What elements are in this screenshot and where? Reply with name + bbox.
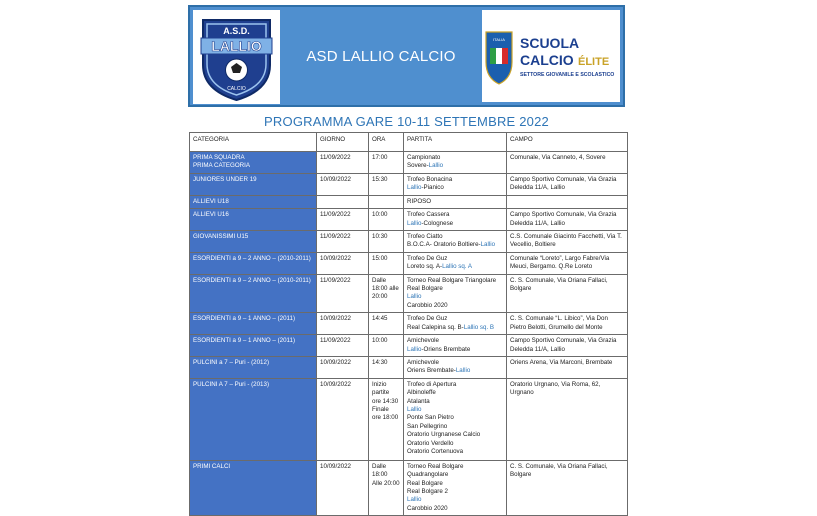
match-line	[407, 255, 503, 263]
match-text: Trofeo di Apertura	[407, 380, 457, 388]
match-line	[407, 315, 503, 323]
match-line	[407, 480, 503, 488]
match-line	[407, 324, 503, 332]
cell-categoria-text: ALLIEVI U18	[193, 197, 229, 205]
cell-giorno	[317, 209, 369, 231]
cell-categoria	[190, 252, 317, 274]
cell-categoria-text: PULCINI A 7 – Puri - (2013)	[193, 380, 270, 388]
match-text: Carobbio 2020	[407, 301, 448, 309]
match-text: Albinoleffe	[407, 389, 436, 397]
cell-campo	[507, 195, 628, 208]
club-title: ASD LALLIO CALCIO	[306, 47, 456, 65]
cell-categoria	[190, 195, 317, 208]
match-text: Torneo Real Bolgare	[407, 462, 464, 470]
cell-categoria	[190, 274, 317, 313]
cell-giorno	[317, 460, 369, 515]
table-row	[190, 231, 628, 253]
cell-partita	[404, 356, 507, 378]
cell-ora-text: Dalle 18:00 alle 20:00	[372, 276, 399, 301]
match-text-suffix: -Oriens Brembate	[421, 345, 471, 353]
cell-categoria-text: ESORDIENTI a 9 – 1 ANNO – (2011)	[193, 315, 296, 323]
cell-campo	[507, 356, 628, 378]
team-lallio: Lallio	[407, 184, 422, 192]
table-row	[190, 460, 628, 515]
match-text: Oratorio Verdello	[407, 439, 454, 447]
match-line	[407, 359, 503, 367]
table-row	[190, 356, 628, 378]
match-text: Trofeo Ciatto	[407, 233, 443, 241]
cell-campo-text: C. S. Comunale, Via Oriana Fallaci, Bolgare	[510, 462, 608, 479]
cell-campo-text: Campo Sportivo Comunale, Via Grazia Deledda 11/A, Lallio	[510, 176, 617, 192]
cell-categoria	[190, 152, 317, 174]
match-line	[407, 448, 503, 456]
match-text: San Pellegrino	[407, 422, 448, 430]
cell-campo-text: Campo Sportivo Comunale, Via Grazia Deledda 11/A, Lallio	[510, 337, 617, 353]
column-header-categoria: CATEGORIA	[190, 133, 317, 152]
cell-partita	[404, 313, 507, 335]
logo-line1: SCUOLA	[520, 35, 580, 51]
match-text: Trofeo Cassera	[407, 211, 450, 219]
table-row	[190, 195, 628, 208]
table-row	[190, 252, 628, 274]
match-line	[407, 263, 503, 271]
match-line	[407, 496, 503, 504]
team-lallio: Lallio sq. A	[442, 263, 473, 271]
match-line	[407, 423, 503, 431]
team-lallio: Lallio	[407, 405, 422, 413]
cell-campo-text: Oriens Arena, Via Marconi, Brembate	[510, 358, 613, 366]
match-text: Ponte San Pietro	[407, 414, 454, 422]
match-text: Oratorio Cortenuova	[407, 447, 464, 455]
match-line	[407, 463, 503, 471]
cell-giorno-text: 11/09/2022	[320, 233, 351, 241]
cell-ora	[369, 460, 404, 515]
cell-partita	[404, 378, 507, 460]
table-row	[190, 274, 628, 313]
team-lallio: Lallio	[428, 162, 444, 170]
cell-giorno	[317, 231, 369, 253]
match-text: Loreto sq. A-	[407, 263, 443, 271]
table-row	[190, 209, 628, 231]
cell-categoria-text: ESORDIENTI a 9 – 1 ANNO – (2011)	[193, 337, 296, 345]
match-line	[407, 414, 503, 422]
cell-campo-text: C.S. Comunale Giacinto Facchetti, Via T. Vecellio, Boltiere	[510, 233, 622, 249]
match-text: Real Bolgare	[407, 285, 443, 293]
match-text-suffix: -Colognese	[421, 219, 454, 227]
team-lallio: Lallio	[455, 367, 471, 375]
cell-ora	[369, 231, 404, 253]
match-line	[407, 198, 503, 206]
cell-campo-text: C. S. Comunale “L. Libico”, Via Don Pietro Belotti, Grumello del Monte	[510, 315, 608, 331]
match-text: Quadrangolare	[407, 471, 449, 479]
team-lallio: Lallio	[407, 219, 422, 227]
match-text: Carobbio 2020	[407, 504, 448, 512]
match-text: Real Bolgare 2	[407, 487, 448, 495]
match-text: RIPOSO	[407, 197, 432, 205]
cell-ora-text: 14:45	[372, 315, 388, 323]
match-text: Trofeo Bonacina	[407, 176, 453, 183]
column-header-partita: PARTITA	[404, 133, 507, 152]
match-line	[407, 176, 503, 184]
match-line	[407, 431, 503, 439]
cell-ora	[369, 209, 404, 231]
match-text: Real Bolgare	[407, 479, 443, 487]
table-body	[190, 152, 628, 516]
cell-partita	[404, 152, 507, 174]
match-line	[407, 471, 503, 479]
match-text: Trofeo De Guz	[407, 315, 448, 323]
page-title: PROGRAMMA GARE 10-11 SETTEMBRE 2022	[264, 114, 549, 129]
match-text: Campionato	[407, 154, 441, 161]
cell-ora	[369, 252, 404, 274]
cell-partita	[404, 335, 507, 357]
match-text-suffix: -Pianico	[421, 184, 444, 192]
cell-giorno	[317, 252, 369, 274]
team-lallio: Lallio	[480, 241, 496, 249]
cell-categoria-text: JUNIORES UNDER 19	[193, 176, 257, 183]
cell-campo-text: Campo Sportivo Comunale, Via Grazia Deledda 11/A, Lallio	[510, 211, 617, 227]
cell-partita	[404, 174, 507, 196]
match-text: Trofeo De Guz	[407, 254, 448, 262]
column-header-ora: ORA	[369, 133, 404, 152]
cell-giorno	[317, 378, 369, 460]
cell-categoria	[190, 313, 317, 335]
match-line	[407, 398, 503, 406]
club-logo	[193, 10, 280, 104]
team-lallio: Lallio	[407, 293, 422, 301]
match-line	[407, 381, 503, 389]
schedule-table	[189, 132, 628, 516]
cell-giorno-text: 11/09/2022	[320, 211, 351, 219]
logo-line2: CALCIO	[520, 52, 574, 68]
match-line	[407, 285, 503, 293]
cell-campo	[507, 313, 628, 335]
match-line	[407, 337, 503, 345]
cell-partita	[404, 209, 507, 231]
cell-categoria	[190, 335, 317, 357]
header-banner	[188, 5, 625, 107]
cell-giorno-text: 10/09/2022	[320, 315, 351, 323]
cell-giorno	[317, 174, 369, 196]
match-text: Oriens Brembate-	[407, 367, 456, 375]
cell-ora	[369, 274, 404, 313]
cell-giorno	[317, 313, 369, 335]
cell-giorno-text: 10/09/2022	[320, 380, 351, 388]
cell-giorno-text: 11/09/2022	[320, 276, 351, 284]
match-text: Sovere-	[407, 162, 429, 170]
logo-main-text: LALLIO	[211, 38, 262, 54]
cell-giorno-text: 10/09/2022	[320, 254, 351, 262]
match-line	[407, 302, 503, 310]
cell-ora-text: 17:00	[372, 154, 388, 161]
match-line	[407, 389, 503, 397]
cell-campo	[507, 252, 628, 274]
match-line	[407, 154, 503, 162]
cell-categoria-text: PULCINI a 7 – Puri - (2012)	[193, 358, 269, 366]
cell-categoria	[190, 174, 317, 196]
cell-ora-text: 10:00	[372, 337, 388, 345]
cell-campo	[507, 335, 628, 357]
cell-giorno	[317, 152, 369, 174]
cell-categoria-text: GIOVANISSIMI U15	[193, 233, 249, 241]
cell-ora-text: 15:00	[372, 254, 388, 262]
table-row	[190, 378, 628, 460]
cell-categoria-text: ESORDIENTI a 9 – 2 ANNO – (2010-2011)	[193, 276, 311, 284]
match-line	[407, 277, 503, 285]
team-lallio: Lallio sq. B	[463, 323, 495, 331]
match-line	[407, 233, 503, 241]
column-header-giorno: GIORNO	[317, 133, 369, 152]
logo-line2-accent: ÉLITE	[578, 56, 610, 68]
logo-badge-text: ITALIA	[493, 37, 505, 42]
cell-ora-text: Inizio partite ore 14:30 Finale ore 18:00	[372, 380, 399, 422]
cell-ora	[369, 335, 404, 357]
column-header-campo: CAMPO	[507, 133, 628, 152]
cell-campo-text: Comunale “Loreto”, Largo Fabre/Via Meuci, Bergamo. Q.Re Loreto	[510, 254, 610, 271]
match-line	[407, 440, 503, 448]
cell-campo	[507, 231, 628, 253]
match-line	[407, 162, 503, 170]
cell-campo-text: C. S. Comunale, Via Oriana Fallaci, Bolgare	[510, 276, 608, 293]
match-line	[407, 241, 503, 249]
table-row	[190, 152, 628, 174]
match-text: Torneo Real Bolgare Triangolare	[407, 276, 497, 284]
cell-categoria-text: PRIMA SQUADRA PRIMA CATEGORIA	[193, 154, 250, 170]
match-text: Amichevole	[407, 358, 439, 366]
logo-line3: SETTORE GIOVANILE E SCOLASTICO	[520, 72, 615, 78]
match-line	[407, 346, 503, 354]
match-text: Oratorio Urgnanese Calcio	[407, 431, 481, 439]
match-line	[407, 211, 503, 219]
cell-campo	[507, 174, 628, 196]
match-text: Atalanta	[407, 397, 430, 405]
cell-giorno	[317, 274, 369, 313]
cell-campo	[507, 274, 628, 313]
cell-giorno-text: 10/09/2022	[320, 358, 351, 366]
match-line	[407, 488, 503, 496]
table-header-row	[190, 133, 628, 152]
team-lallio: Lallio	[407, 345, 422, 353]
cell-partita	[404, 274, 507, 313]
cell-ora-text: Dalle 18:00 Alle 20:00	[372, 462, 400, 487]
cell-campo-text: Oratorio Urgnano, Via Roma, 62, Urgnano	[510, 380, 601, 397]
cell-giorno-text: 11/09/2022	[320, 337, 351, 345]
cell-partita	[404, 231, 507, 253]
cell-giorno-text: 10/09/2022	[320, 176, 351, 183]
cell-campo	[507, 152, 628, 174]
match-line	[407, 220, 503, 228]
match-line	[407, 406, 503, 414]
team-lallio: Lallio	[407, 496, 422, 504]
cell-ora-text: 10:30	[372, 233, 388, 241]
cell-ora	[369, 152, 404, 174]
match-text: Amichevole	[407, 337, 439, 345]
logo-top-text: A.S.D.	[223, 26, 250, 36]
cell-giorno	[317, 335, 369, 357]
cell-ora	[369, 356, 404, 378]
cell-categoria-text: ALLIEVI U16	[193, 211, 229, 219]
table-row	[190, 313, 628, 335]
match-text: B.O.C.A- Oratorio Boltiere-	[407, 241, 481, 249]
table-row	[190, 335, 628, 357]
cell-categoria	[190, 231, 317, 253]
cell-ora	[369, 174, 404, 196]
cell-giorno-text: 11/09/2022	[320, 154, 351, 161]
cell-ora	[369, 378, 404, 460]
cell-ora-text: 14:30	[372, 358, 388, 366]
cell-campo	[507, 460, 628, 515]
cell-categoria	[190, 378, 317, 460]
logo-bottom-text: CALCIO	[227, 86, 246, 92]
match-line	[407, 367, 503, 375]
cell-giorno-text: 10/09/2022	[320, 462, 351, 470]
cell-partita	[404, 252, 507, 274]
match-line	[407, 184, 503, 192]
cell-giorno	[317, 356, 369, 378]
match-text: Real Calepina sq. B-	[407, 323, 464, 331]
cell-categoria-text: ESORDIENTI a 9 – 2 ANNO – (2010-2011)	[193, 254, 311, 262]
cell-categoria	[190, 460, 317, 515]
cell-campo	[507, 209, 628, 231]
cell-giorno	[317, 195, 369, 208]
cell-categoria-text: PRIMI CALCI	[193, 462, 231, 470]
cell-categoria	[190, 209, 317, 231]
cell-partita	[404, 195, 507, 208]
cell-ora-text: 10:00	[372, 211, 388, 219]
scuola-calcio-elite-logo	[482, 10, 620, 102]
cell-ora-text: 15:30	[372, 176, 388, 183]
cell-ora	[369, 313, 404, 335]
cell-partita	[404, 460, 507, 515]
table-row	[190, 174, 628, 196]
cell-campo-text: Comunale, Via Canneto, 4, Sovere	[510, 154, 606, 161]
match-line	[407, 293, 503, 301]
cell-campo	[507, 378, 628, 460]
cell-categoria	[190, 356, 317, 378]
cell-ora	[369, 195, 404, 208]
match-line	[407, 505, 503, 513]
